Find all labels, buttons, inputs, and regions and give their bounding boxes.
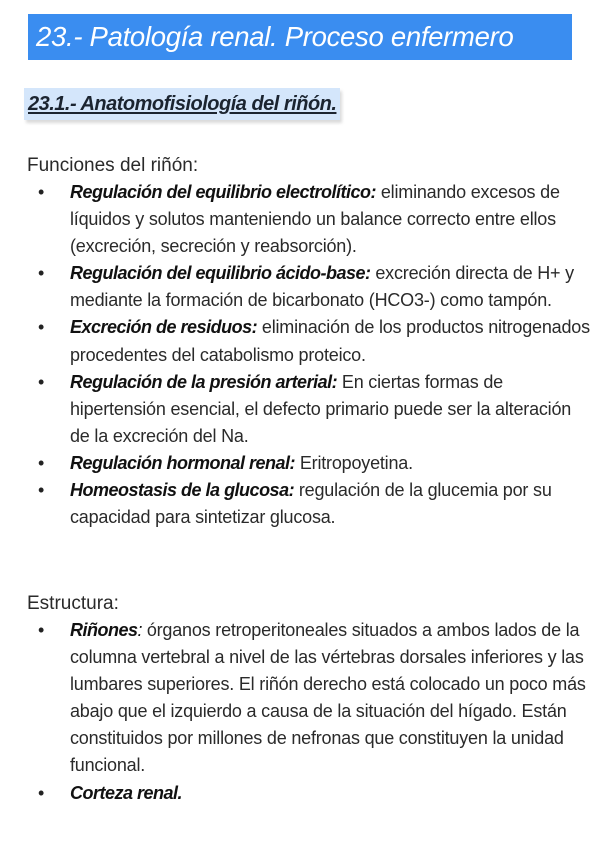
structure-list — [0, 617, 600, 807]
item-term: Excreción de residuos: — [70, 317, 258, 338]
item-term: Regulación hormonal renal: — [70, 452, 296, 473]
list-item — [0, 314, 600, 368]
bullet-icon: • — [38, 371, 45, 392]
bullet-icon: • — [38, 317, 45, 338]
functions-list — [0, 179, 600, 531]
item-text: eliminación de los productos nitrogenados procedentes del catabolismo proteico. — [70, 317, 590, 365]
item-term: Regulación de la presión arterial: — [70, 371, 338, 392]
item-term: Regulación del equilibrio ácido-base: — [70, 263, 371, 284]
list-item — [0, 260, 600, 314]
item-term: Corteza renal. — [70, 782, 183, 803]
bullet-icon: • — [38, 620, 45, 640]
item-text: En ciertas formas de hipertensión esencial, el defecto primario puede ser la alteración de la excreción del Na. — [70, 371, 572, 446]
item-term: Riñones — [70, 620, 138, 640]
item-term: Regulación del equilibrio electrolítico: — [70, 182, 377, 202]
list-item — [0, 477, 600, 531]
list-item — [0, 780, 600, 807]
item-term: Homeostasis de la glucosa: — [70, 480, 295, 501]
list-item — [0, 369, 600, 450]
item-term-suffix: : — [137, 620, 143, 640]
item-text: eliminando excesos de líquidos y solutos manteniendo un balance correcto entre ellos (excreción, secreción y reabsorción). — [70, 182, 560, 257]
list-item — [0, 179, 600, 260]
bullet-icon: • — [38, 452, 45, 473]
bullet-icon: • — [38, 480, 45, 501]
bullet-icon: • — [38, 782, 45, 803]
bullet-icon: • — [38, 263, 45, 284]
item-text: órganos retroperitoneales situados a ambos lados de la columna vertebral a nivel de las vértebras dorsales inferiores y las lumbares superiores. El riñón derecho está colocado un poco más abajo que el izquierdo a causa de la situación del hígado. Están constituidos por millones de nefronas que constituyen la unidad funcional. — [70, 620, 586, 776]
section-heading: 23.1.- Anatomofisiología del riñón. — [24, 88, 340, 120]
list-item — [0, 617, 600, 780]
bullet-icon: • — [38, 182, 45, 202]
item-text: regulación de la glucemia por su capacidad para sintetizar glucosa. — [70, 480, 552, 528]
functions-label: Funciones del riñón: — [27, 155, 199, 176]
structure-label: Estructura: — [27, 593, 119, 614]
list-item — [0, 450, 600, 477]
item-text: Eritropoyetina. — [295, 452, 413, 473]
item-text: excreción directa de H+ y mediante la formación de bicarbonato (HCO3-) como tampón. — [70, 263, 574, 311]
page-title: 23.- Patología renal. Proceso enfermero — [28, 14, 572, 60]
